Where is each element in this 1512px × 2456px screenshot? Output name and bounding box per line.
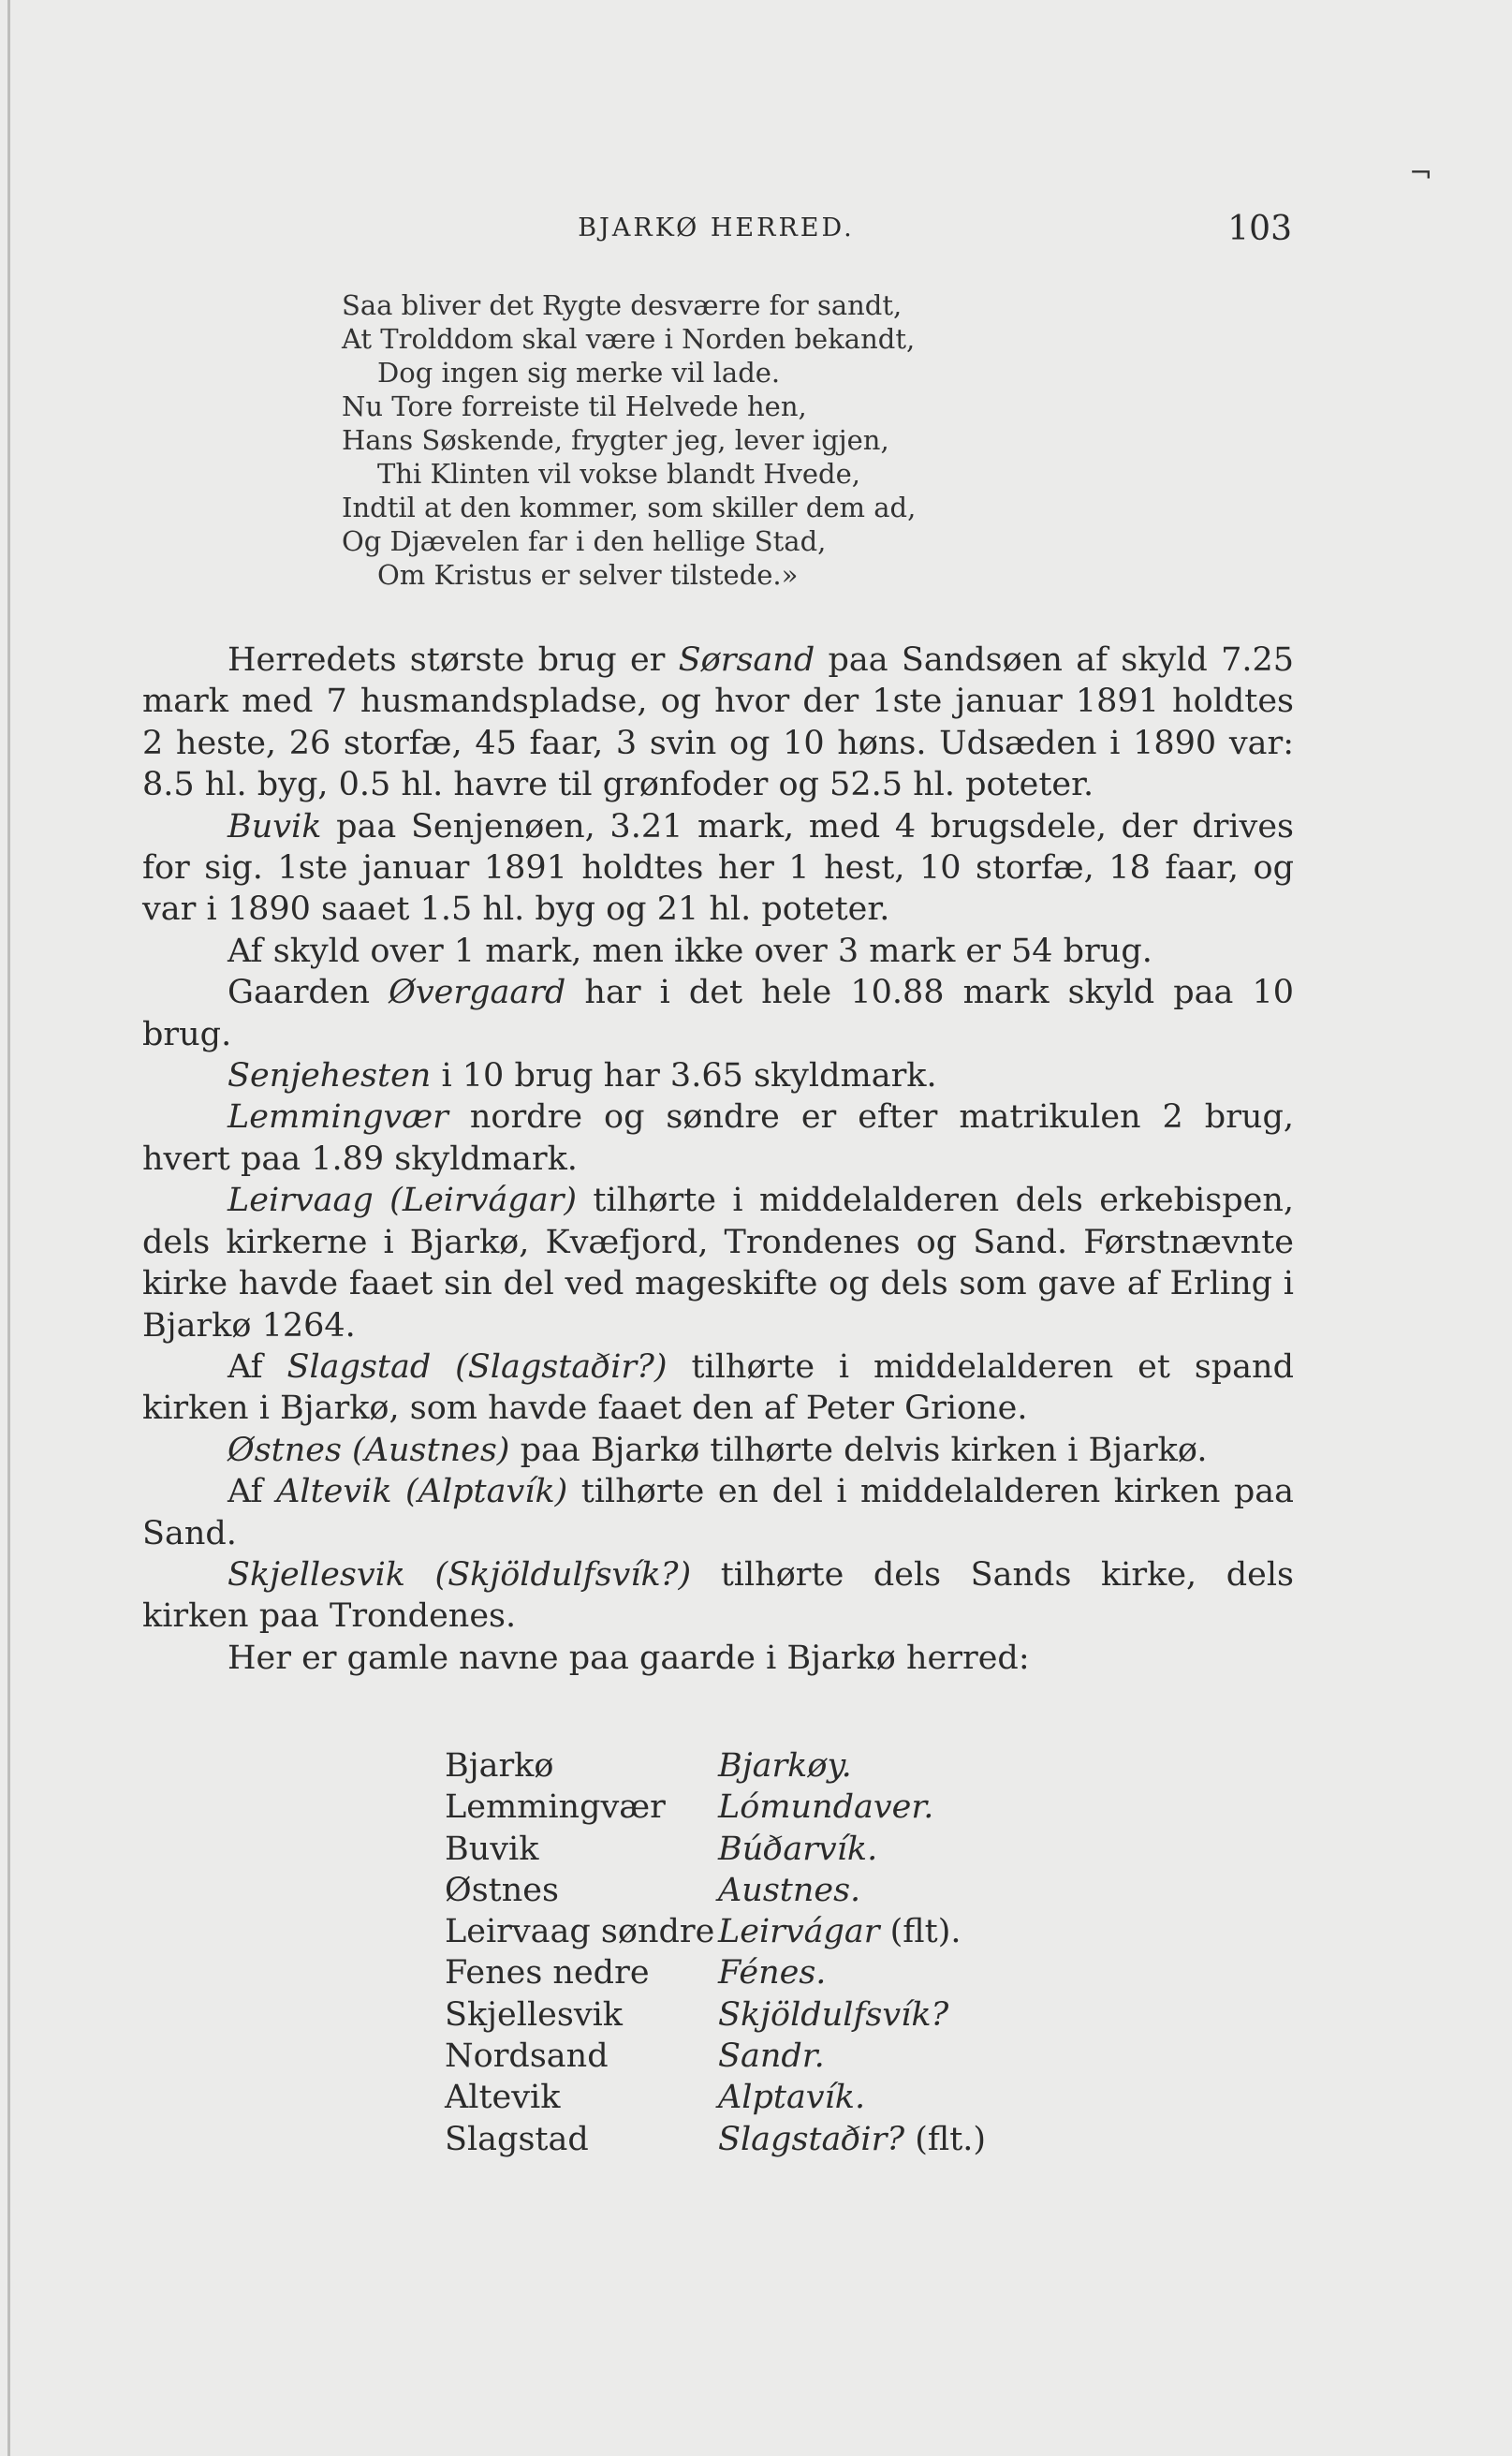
place-name: Skjellesvik (Skjöldulfsvík?): [228, 1555, 692, 1594]
text-run: paa Sandsøen af skyld 7.25 mark med 7 husmandspladse, og hvor der 1ste januar 1891 holdtes 2 heste, 26 storfæ, 45 faar, 3 svin og 10 høns. Udsæden i 1890 var: 8.5 hl. byg, 0.5 hl. havre til grønfoder og 52.5 hl. poteter.: [142, 641, 1295, 804]
name-row: [445, 1745, 986, 1787]
name-note: (flt.): [904, 2120, 987, 2158]
text-run: tilhørte i middelalderen dels erkebispen, dels kirkerne i Bjarkø, Kvæfjord, Trondenes og Sand. Førstnævnte kirke havde faaet sin del ved mageskifte og dels som gave af Erling i Bjarkø 1264.: [142, 1182, 1294, 1345]
modern-name: Fenes nedre: [445, 1954, 650, 1993]
place-name: Altevik (Alptavík): [276, 1473, 568, 1511]
old-norse-name: Austnes.: [718, 1871, 861, 1909]
modern-name: Lemmingvær: [445, 1788, 666, 1827]
poem-line: At Trolddom skal være i Norden bekandt,: [342, 323, 916, 355]
poem-line: Dog ingen sig merke vil lade.: [377, 357, 781, 389]
poem-line: Thi Klinten vil vokse blandt Hvede,: [377, 458, 860, 490]
text-run: Gaarden: [228, 974, 389, 1012]
page-header: [140, 210, 1292, 251]
name-row: [445, 2036, 986, 2077]
old-norse-name: Bjarkøy.: [718, 1747, 852, 1785]
place-name: Slagstad (Slagstaðir?): [286, 1347, 668, 1386]
farm-name-table: [445, 1745, 986, 2160]
place-name: Lemmingvær: [228, 1098, 448, 1137]
text-run: paa Bjarkø tilhørte delvis kirken i Bjarkø.: [509, 1431, 1208, 1469]
text-run: Her er gamle navne paa gaarde i Bjarkø herred:: [228, 1639, 1030, 1677]
place-name: Østnes (Austnes): [228, 1431, 510, 1469]
name-row: [445, 2077, 986, 2118]
name-note: (flt).: [879, 1913, 962, 1951]
old-norse-name: Lómundaver.: [718, 1788, 934, 1827]
place-name: Øvergaard: [389, 974, 566, 1012]
poem-line: Og Djævelen far i den hellige Stad,: [342, 525, 827, 557]
text-run: i 10 brug har 3.65 skyldmark.: [431, 1057, 937, 1096]
poem-line: Om Kristus er selver tilstede.»: [377, 559, 799, 591]
running-head: BJARKØ HERRED.: [578, 213, 855, 243]
page-edge: [7, 0, 10, 2456]
paragraph: [142, 1638, 1294, 1679]
text-run: Af: [228, 1473, 277, 1511]
modern-name: Slagstad: [445, 2120, 589, 2158]
paragraph: [142, 931, 1294, 972]
place-name: Leirvaag (Leirvágar): [228, 1182, 578, 1220]
old-norse-name: Leirvágar: [718, 1913, 880, 1951]
text-run: har i det hele 10.88 mark skyld paa 10 brug.: [142, 974, 1294, 1053]
text-run: Af skyld over 1 mark, men ikke over 3 mark er 54 brug.: [228, 932, 1152, 970]
body-text: [142, 640, 1294, 1679]
place-name: Senjehesten: [228, 1057, 432, 1096]
old-norse-name: Slagstaðir?: [718, 2120, 905, 2158]
name-row: [445, 1952, 986, 1993]
paragraph: [142, 1554, 1294, 1638]
text-run: nordre og søndre er efter matrikulen 2 brug, hvert paa 1.89 skyldmark.: [142, 1098, 1294, 1178]
text-run: Af: [228, 1347, 287, 1386]
corner-mark: ¬: [1409, 157, 1433, 190]
paragraph: [142, 1096, 1294, 1180]
paragraph: [142, 972, 1294, 1055]
modern-name: Nordsand: [445, 2037, 609, 2076]
name-row: [445, 1994, 986, 2036]
poem-line: Nu Tore forreiste til Helvede hen,: [342, 390, 807, 422]
name-row: [445, 1787, 986, 1828]
poem-line: Saa bliver det Rygte desværre for sandt,: [342, 289, 903, 321]
name-row: [445, 1829, 986, 1870]
poem-line: Indtil at den kommer, som skiller dem ad,: [342, 492, 917, 523]
modern-name: Leirvaag søndre: [445, 1913, 715, 1951]
old-norse-name: Búðarvík.: [718, 1830, 878, 1868]
text-run: tilhørte i middelalderen et spand kirken i Bjarkø, som havde faaet den af Peter Grione.: [142, 1347, 1294, 1428]
old-norse-name: Fénes.: [718, 1954, 827, 1993]
modern-name: Bjarkø: [445, 1747, 554, 1785]
name-row: [445, 1870, 986, 1911]
poem-quotation: [342, 288, 916, 592]
text-run: tilhørte en del i middelalderen kirken paa Sand.: [142, 1473, 1295, 1552]
modern-name: Østnes: [445, 1871, 559, 1909]
paragraph: [142, 1346, 1294, 1430]
place-name: Buvik: [228, 807, 322, 846]
old-norse-name: Alptavík.: [718, 2079, 866, 2117]
page-number: 103: [1227, 210, 1292, 248]
name-row: [445, 2119, 986, 2160]
place-name: Sørsand: [678, 641, 815, 679]
modern-name: Buvik: [445, 1830, 539, 1868]
poem-line: Hans Søskende, frygter jeg, lever igjen,: [342, 424, 889, 456]
text-run: tilhørte dels Sands kirke, dels kirken paa Trondenes.: [142, 1555, 1294, 1636]
modern-name: Altevik: [445, 2079, 561, 2117]
paragraph: [142, 1430, 1294, 1471]
name-row: [445, 1911, 986, 1952]
modern-name: Skjellesvik: [445, 1995, 623, 2034]
paragraph: [142, 1471, 1294, 1554]
paragraph: [142, 640, 1294, 806]
paragraph: [142, 1180, 1294, 1346]
paragraph: [142, 1055, 1294, 1096]
paragraph: [142, 806, 1294, 931]
old-norse-name: Sandr.: [718, 2037, 825, 2076]
text-run: Herredets største brug er: [228, 641, 679, 679]
old-norse-name: Skjöldulfsvík?: [718, 1995, 949, 2034]
text-run: paa Senjenøen, 3.21 mark, med 4 brugsdele, der drives for sig. 1ste januar 1891 holdtes her 1 hest, 10 storfæ, 18 faar, og var i 1890 saaet 1.5 hl. byg og 21 hl. poteter.: [142, 807, 1294, 929]
